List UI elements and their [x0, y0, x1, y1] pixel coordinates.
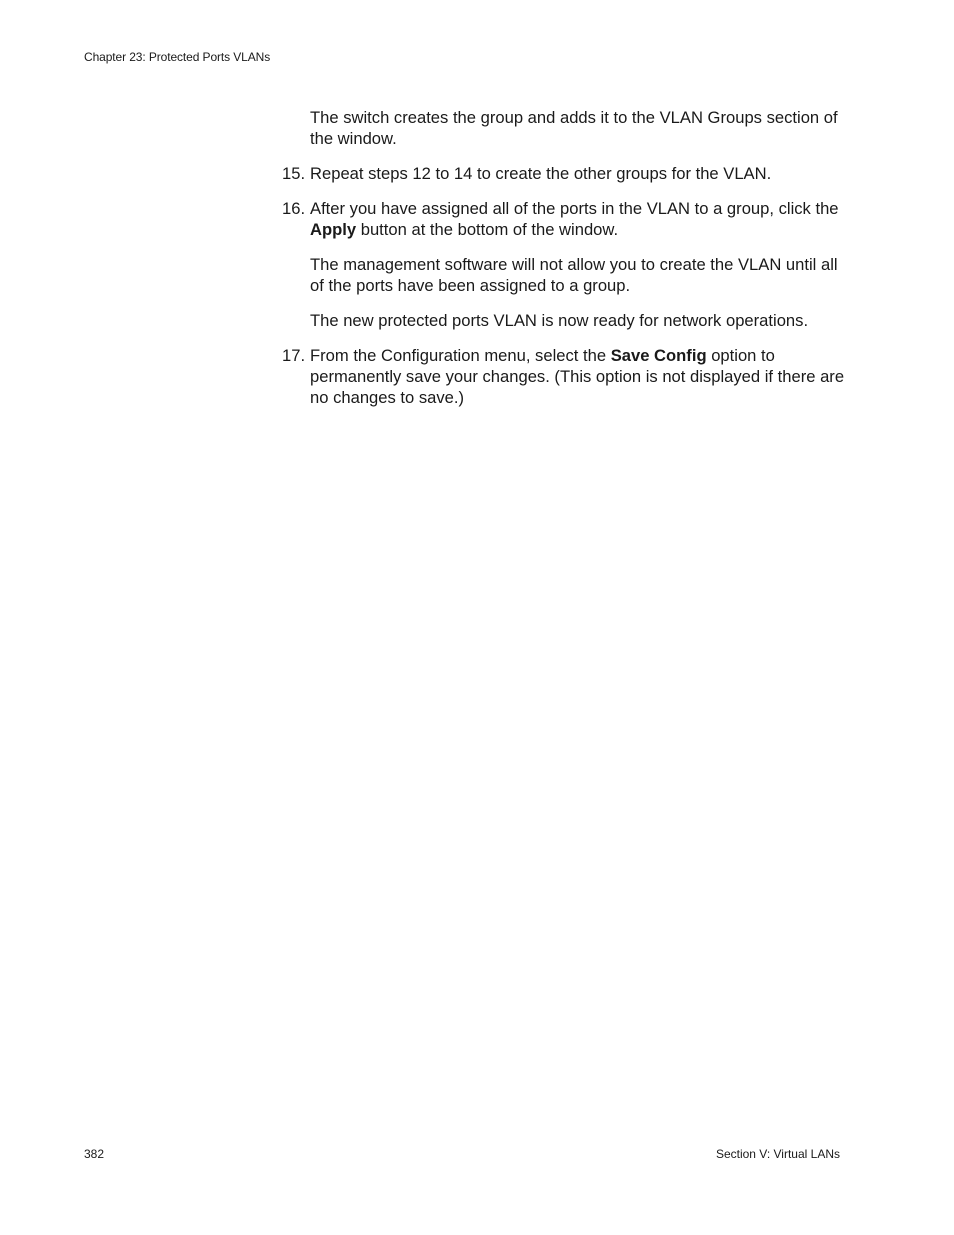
step-16	[282, 198, 852, 240]
step-number: 15.	[282, 164, 306, 183]
step-text: Repeat steps 12 to 14 to create the other groups for the VLAN.	[310, 164, 772, 183]
page-number: 382	[84, 1147, 105, 1161]
save-config-term: Save Config	[610, 346, 707, 365]
step-text: From the Configuration menu, select the Save Config option to permanently save your changes. (This option is not displayed if there are no changes to save.)	[310, 346, 845, 407]
step-15	[282, 163, 852, 184]
step-16-note-1: The management software will not allow you to create the VLAN until all of the ports have been assigned to a group.	[310, 255, 838, 295]
page-body	[282, 107, 852, 422]
step-text: After you have assigned all of the ports in the VLAN to a group, click the Apply button at the bottom of the window.	[310, 199, 839, 239]
running-header: Chapter 23: Protected Ports VLANs	[84, 50, 271, 64]
step-number: 16.	[282, 199, 306, 218]
section-footer: Section V: Virtual LANs	[715, 1147, 840, 1161]
intro-paragraph: The switch creates the group and adds it to the VLAN Groups section of the window.	[310, 108, 838, 148]
step-number: 17.	[282, 346, 306, 365]
step-16-note-2: The new protected ports VLAN is now ready for network operations.	[310, 311, 809, 330]
apply-term: Apply	[310, 220, 357, 239]
step-17	[282, 345, 852, 408]
